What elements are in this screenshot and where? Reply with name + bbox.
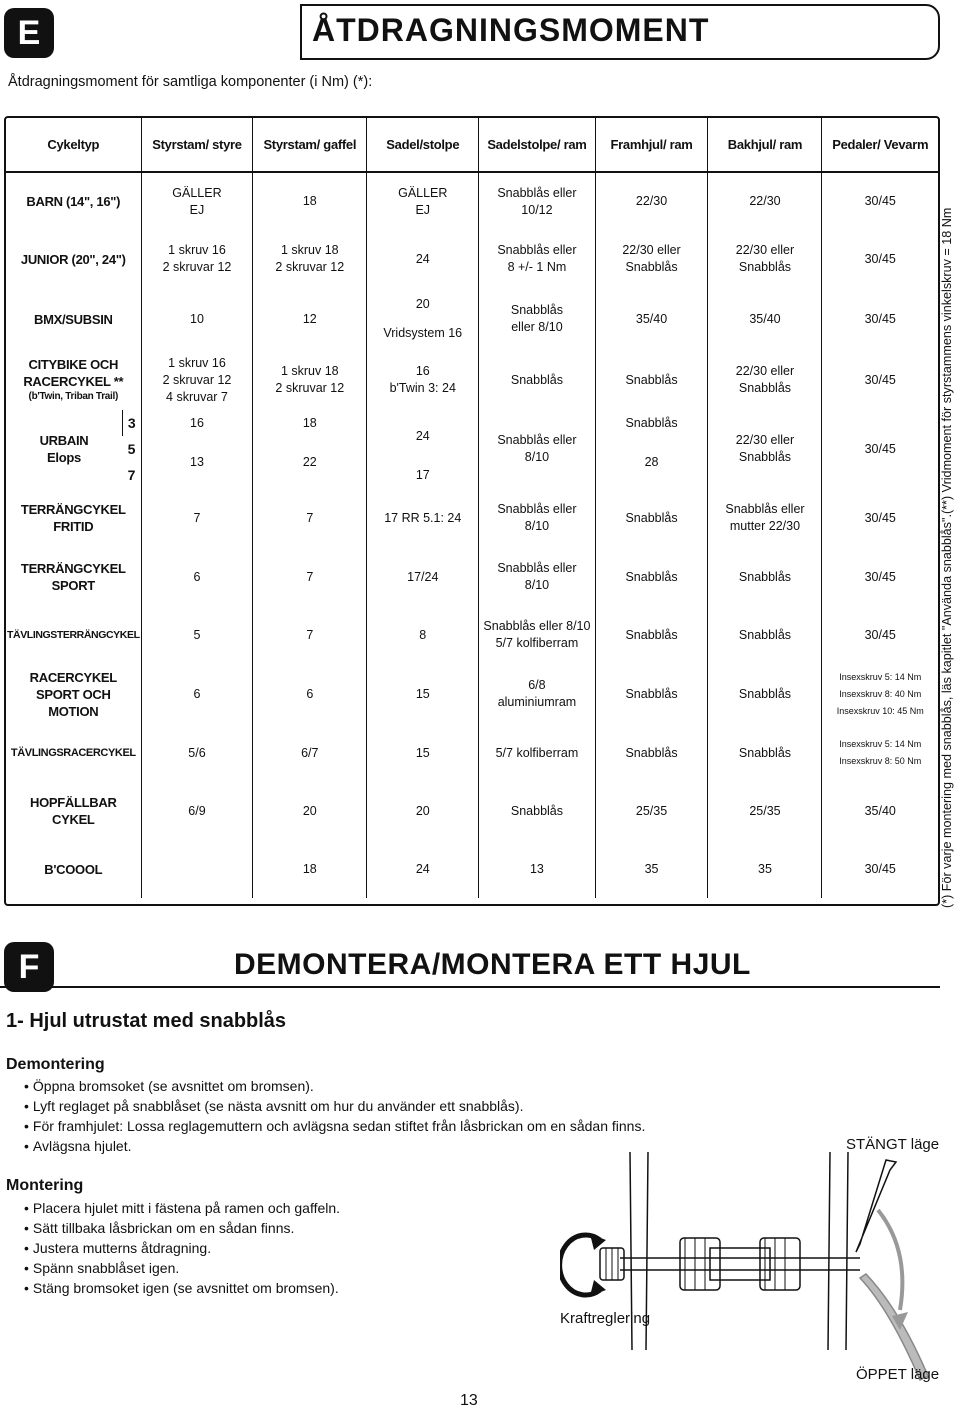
cell: 30/45 bbox=[822, 488, 938, 548]
cell: 5 bbox=[141, 606, 253, 664]
cell bbox=[367, 288, 479, 350]
cell: 1 skruv 16 2 skruvar 12 bbox=[141, 230, 253, 288]
cell: GÄLLER EJ bbox=[141, 172, 253, 230]
table-header-row bbox=[6, 118, 938, 172]
cell: 18 bbox=[253, 840, 367, 898]
cell: Snabblås bbox=[708, 606, 822, 664]
row-type: TÄVLINGSRACERCYKEL bbox=[10, 746, 136, 759]
list-item: • Stäng bromsoket igen (se avsnittet om bromsen). bbox=[34, 1278, 340, 1298]
cell: Snabblås bbox=[595, 724, 708, 782]
cell: 5/7 kolfiberram bbox=[479, 724, 595, 782]
row-type-note: (b'Twin, Triban Trail) bbox=[28, 391, 119, 402]
montering-list bbox=[34, 1198, 340, 1298]
list-item: • För framhjulet: Lossa reglagemuttern och avlägsna sedan stiftet från låsbrickan om en sådan finns. bbox=[34, 1116, 645, 1136]
cell-line: 20 bbox=[415, 297, 430, 311]
row-type: JUNIOR (20", 24") bbox=[20, 251, 126, 267]
cell: 13 bbox=[479, 840, 595, 898]
cell: 12 bbox=[253, 288, 367, 350]
cell: 16 b'Twin 3: 24 bbox=[367, 350, 479, 410]
cell: 7 bbox=[253, 488, 367, 548]
table-row bbox=[6, 606, 938, 664]
cell: 6 bbox=[253, 664, 367, 724]
cell: 22/30 eller Snabblås bbox=[708, 350, 822, 410]
cell: 13 bbox=[141, 436, 253, 488]
cell: 16 bbox=[141, 410, 253, 436]
cell: 30/45 bbox=[822, 606, 938, 664]
list-item: • Öppna bromsoket (se avsnittet om bromsen). bbox=[34, 1076, 645, 1096]
cell: 22/30 eller Snabblås bbox=[708, 410, 822, 488]
list-item: • Sätt tillbaka låsbrickan om en sådan finns. bbox=[34, 1218, 340, 1238]
row-type bbox=[6, 350, 141, 410]
intro-text: Åtdragningsmoment för samtliga komponenter (i Nm) (*): bbox=[8, 74, 373, 90]
cell: 35/40 bbox=[708, 288, 822, 350]
table-row bbox=[6, 350, 938, 410]
cell: 22/30 eller Snabblås bbox=[708, 230, 822, 288]
cell: 18 bbox=[253, 410, 367, 436]
cell: 22/30 eller Snabblås bbox=[595, 230, 708, 288]
cell: 22/30 bbox=[595, 172, 708, 230]
rotate-arrow-icon bbox=[560, 1234, 606, 1296]
page-number: 13 bbox=[460, 1392, 478, 1409]
cell: 7 bbox=[141, 488, 253, 548]
cell: 22 bbox=[253, 436, 367, 488]
cell: 6/9 bbox=[141, 782, 253, 840]
row-type: RACERCYKEL SPORT OCH MOTION bbox=[29, 669, 117, 719]
cell: Snabblås eller 8/10 5/7 kolfiberram bbox=[479, 606, 595, 664]
cell: 6 bbox=[141, 664, 253, 724]
cell: 6 bbox=[141, 548, 253, 606]
row-type: HOPFÄLLBAR CYKEL bbox=[30, 795, 117, 827]
table-row bbox=[6, 172, 938, 230]
cell: 24 bbox=[367, 410, 479, 462]
cell: 8 bbox=[367, 606, 479, 664]
montering-heading: Montering bbox=[6, 1177, 84, 1194]
cell: 7 bbox=[253, 606, 367, 664]
table-row bbox=[6, 230, 938, 288]
size-label: 3 bbox=[122, 410, 141, 436]
side-footnote-text: (*) För varje montering med snabblås, läs kapitlet "Använda snabblås".(**) Vridmoment för styrstammens vinkelskruv = 18 Nm bbox=[940, 207, 954, 908]
label-closed: STÄNGT läge bbox=[846, 1136, 940, 1153]
cell: 22/30 bbox=[708, 172, 822, 230]
row-type: B'COOOL bbox=[44, 861, 103, 877]
col-header: Sadel/stolpe bbox=[367, 118, 479, 172]
cell: 7 bbox=[253, 548, 367, 606]
cell: 18 bbox=[253, 172, 367, 230]
cell: Snabblås eller 8 +/- 1 Nm bbox=[479, 230, 595, 288]
col-header: Pedaler/ Vevarm bbox=[822, 118, 938, 172]
cell: Snabblås bbox=[595, 488, 708, 548]
row-type: URBAIN Elops bbox=[39, 433, 89, 465]
col-header: Framhjul/ ram bbox=[595, 118, 708, 172]
cell: Snabblås bbox=[595, 664, 708, 724]
row-type: TÄVLINGSTERRÄNGCYKEL bbox=[7, 628, 140, 641]
cell: 17 RR 5.1: 24 bbox=[367, 488, 479, 548]
list-item: • Justera mutterns åtdragning. bbox=[34, 1238, 340, 1258]
cell: 30/45 bbox=[822, 350, 938, 410]
table-row bbox=[6, 782, 938, 840]
demontering-heading: Demontering bbox=[6, 1056, 105, 1073]
cell: 25/35 bbox=[708, 782, 822, 840]
cell: Snabblås bbox=[595, 350, 708, 410]
cell: Snabblås eller 10/12 bbox=[479, 172, 595, 230]
cell-line: Vridsystem 16 bbox=[383, 326, 463, 340]
cell: Insexskruv 5: 14 Nm Insexskruv 8: 50 Nm bbox=[822, 724, 938, 782]
torque-table bbox=[6, 118, 938, 898]
cell: Snabblås eller 8/10 bbox=[479, 288, 595, 350]
cell: 35 bbox=[595, 840, 708, 898]
section-badge-f: F bbox=[4, 942, 54, 992]
cell: 35/40 bbox=[595, 288, 708, 350]
col-header: Cykeltyp bbox=[6, 118, 141, 172]
cell: 24 bbox=[367, 840, 479, 898]
cell: Snabblås eller 8/10 bbox=[479, 488, 595, 548]
cell: 28 bbox=[595, 436, 708, 488]
table-row bbox=[6, 840, 938, 898]
cell bbox=[141, 840, 253, 898]
table-row bbox=[6, 724, 938, 782]
cell: Snabblås eller mutter 22/30 bbox=[708, 488, 822, 548]
list-item: • Placera hjulet mitt i fästena på ramen och gaffeln. bbox=[34, 1198, 340, 1218]
cell: 15 bbox=[367, 664, 479, 724]
row-type: TERRÄNGCYKEL SPORT bbox=[20, 561, 126, 593]
row-type: TERRÄNGCYKEL FRITID bbox=[20, 502, 126, 534]
section-badge-e: E bbox=[4, 8, 54, 58]
cell: 30/45 bbox=[822, 840, 938, 898]
cell: Snabblås bbox=[708, 724, 822, 782]
cell: Snabblås bbox=[479, 350, 595, 410]
demontering-list bbox=[34, 1076, 645, 1156]
table-row bbox=[6, 410, 938, 436]
col-header: Bakhjul/ ram bbox=[708, 118, 822, 172]
cell: 5/6 bbox=[141, 724, 253, 782]
row-type: BMX/SUBSIN bbox=[33, 311, 113, 327]
quick-release-illustration bbox=[560, 1140, 940, 1400]
col-header: Styrstam/ styre bbox=[141, 118, 253, 172]
cell: 17 bbox=[367, 462, 479, 488]
cell: Snabblås eller 8/10 bbox=[479, 548, 595, 606]
list-item: • Spänn snabblåset igen. bbox=[34, 1258, 340, 1278]
table-row bbox=[6, 664, 938, 724]
label-open: ÖPPET läge bbox=[856, 1366, 940, 1383]
table-row bbox=[6, 548, 938, 606]
cell: 1 skruv 18 2 skruvar 12 bbox=[253, 230, 367, 288]
cell: 17/24 bbox=[367, 548, 479, 606]
cell: Snabblås bbox=[595, 606, 708, 664]
cell: 30/45 bbox=[822, 548, 938, 606]
table-row bbox=[6, 288, 938, 350]
cell: 24 bbox=[367, 230, 479, 288]
fork-leg-right-shape bbox=[828, 1152, 848, 1350]
list-item: • Lyft reglaget på snabblåset (se nästa avsnitt om hur du använder ett snabblås). bbox=[34, 1096, 645, 1116]
side-footnote bbox=[940, 207, 960, 1409]
cell: Snabblås eller 8/10 bbox=[479, 410, 595, 488]
size-label: 5 bbox=[127, 440, 136, 457]
cell: GÄLLER EJ bbox=[367, 172, 479, 230]
label-force: Kraftreglering bbox=[560, 1310, 651, 1327]
section-title-e: ÅTDRAGNINGSMOMENT bbox=[312, 12, 710, 48]
cell: 20 bbox=[367, 782, 479, 840]
cell: Insexskruv 5: 14 Nm Insexskruv 8: 40 Nm Insexskruv 10: 45 Nm bbox=[822, 664, 938, 724]
cell: 35/40 bbox=[822, 782, 938, 840]
cell: 1 skruv 16 2 skruvar 12 4 skruvar 7 bbox=[141, 350, 253, 410]
row-type-name: CITYBIKE OCH RACERCYKEL ** bbox=[23, 357, 124, 389]
cell: 30/45 bbox=[822, 288, 938, 350]
list-item: • Avlägsna hjulet. bbox=[34, 1136, 645, 1156]
cell: 10 bbox=[141, 288, 253, 350]
row-type: BARN (14", 16") bbox=[26, 194, 121, 209]
size-label: 7 bbox=[127, 466, 136, 483]
cell: Snabblås bbox=[708, 664, 822, 724]
col-header: Styrstam/ gaffel bbox=[253, 118, 367, 172]
cell: Snabblås bbox=[595, 548, 708, 606]
cell: 25/35 bbox=[595, 782, 708, 840]
cell: 15 bbox=[367, 724, 479, 782]
cell: 1 skruv 18 2 skruvar 12 bbox=[253, 350, 367, 410]
cell: Snabblås bbox=[595, 410, 708, 436]
col-header: Sadelstolpe/ ram bbox=[479, 118, 595, 172]
cell: 6/7 bbox=[253, 724, 367, 782]
cell: 30/45 bbox=[822, 172, 938, 230]
cell: 30/45 bbox=[822, 230, 938, 288]
section-title-f: DEMONTERA/MONTERA ETT HJUL bbox=[234, 948, 751, 981]
cell: 30/45 bbox=[822, 410, 938, 488]
section-subtitle: 1- Hjul utrustat med snabblås bbox=[6, 1010, 287, 1032]
cell: 20 bbox=[253, 782, 367, 840]
cell: 6/8 aluminiumram bbox=[479, 664, 595, 724]
section-divider bbox=[0, 986, 940, 988]
table-row bbox=[6, 488, 938, 548]
cell: Snabblås bbox=[708, 548, 822, 606]
cell: Snabblås bbox=[479, 782, 595, 840]
cell: 35 bbox=[708, 840, 822, 898]
